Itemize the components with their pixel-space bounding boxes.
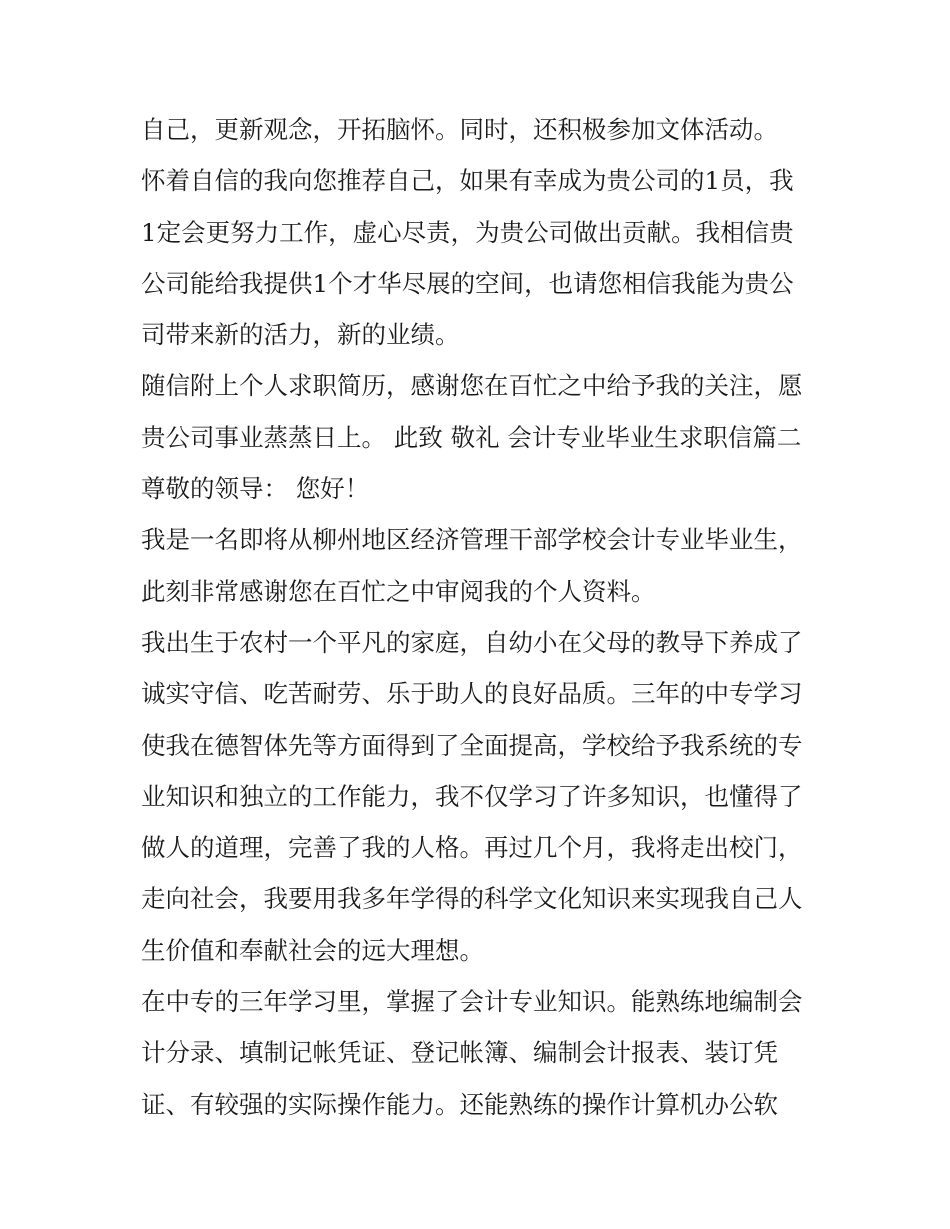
text-line-4: 公司能给我提供1个才华尽展的空间，也请您相信我能为贵公 bbox=[141, 268, 794, 298]
body-text bbox=[141, 104, 831, 1130]
text-line-18: 在中专的三年学习里，掌握了会计专业知识。能熟练地编制会 bbox=[141, 987, 803, 1017]
text-line-11: 我出生于农村一个平凡的家庭，自幼小在父母的教导下养成了 bbox=[141, 627, 803, 657]
text-line-20: 证、有较强的实际操作能力。还能熟练的操作计算机办公软 bbox=[141, 1089, 778, 1119]
text-line-5: 司带来新的活力，新的业绩。 bbox=[141, 320, 460, 350]
text-line-1: 自己，更新观念，开拓脑怀。同时，还积极参加文体活动。 bbox=[141, 115, 778, 144]
text-line-17: 生价值和奉献社会的远大理想。 bbox=[141, 935, 484, 965]
text-line-13: 使我在德智体先等方面得到了全面提高，学校给予我系统的专 bbox=[141, 730, 803, 760]
text-line-14: 业知识和独立的工作能力，我不仅学习了许多知识，也懂得了 bbox=[141, 781, 803, 811]
text-line-10: 此刻非常感谢您在百忙之中审阅我的个人资料。 bbox=[141, 576, 656, 606]
text-line-8: 尊敬的领导： 您好！ bbox=[141, 474, 370, 504]
text-line-6: 随信附上个人求职简历，感谢您在百忙之中给予我的关注，愿 bbox=[141, 371, 803, 401]
text-line-16: 走向社会，我要用我多年学得的科学文化知识来实现我自己人 bbox=[141, 884, 803, 914]
text-line-9: 我是一名即将从柳州地区经济管理干部学校会计专业毕业生， bbox=[141, 525, 803, 555]
text-line-2: 怀着自信的我向您推荐自己，如果有幸成为贵公司的1员，我 bbox=[141, 166, 794, 196]
text-line-19: 计分录、填制记帐凭证、登记帐簿、编制会计报表、装订凭 bbox=[141, 1038, 778, 1068]
text-line-15: 做人的道理，完善了我的人格。再过几个月，我将走出校门， bbox=[141, 833, 803, 863]
text-line-3: 1定会更努力工作，虚心尽责，为贵公司做出贡献。我相信贵 bbox=[141, 217, 794, 247]
text-line-12: 诚实守信、吃苦耐劳、乐于助人的良好品质。三年的中专学习 bbox=[141, 679, 803, 709]
text-line-7: 贵公司事业蒸蒸日上。 此致 敬礼 会计专业毕业生求职信篇二 bbox=[141, 422, 802, 452]
